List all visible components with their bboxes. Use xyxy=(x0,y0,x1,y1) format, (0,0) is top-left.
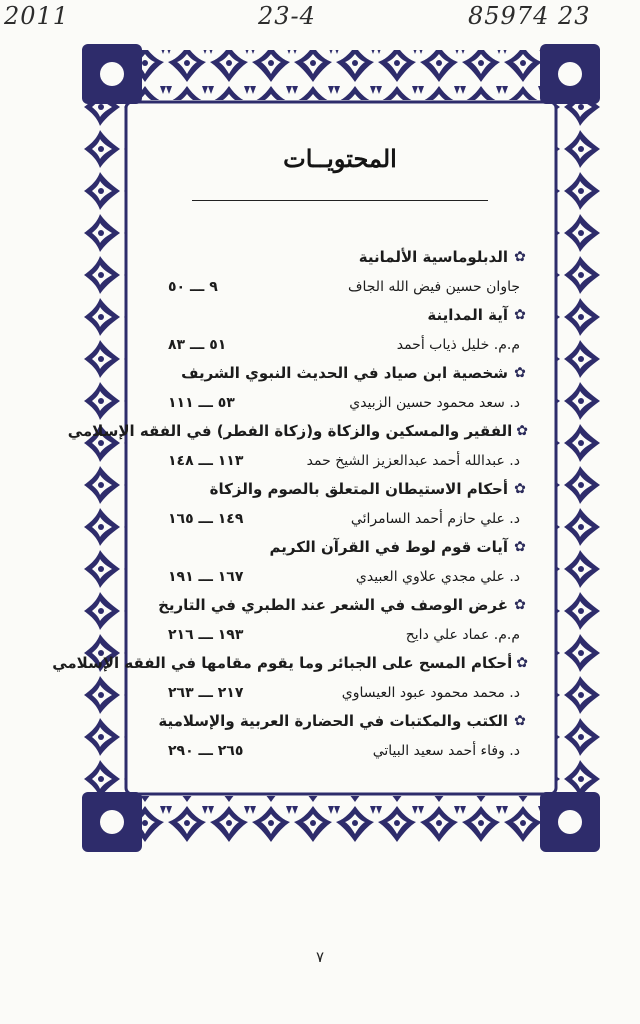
toc-author: م.م. عماد علي دايح xyxy=(405,627,520,643)
toc-topic: الدبلوماسية الألمانية xyxy=(358,248,508,266)
toc-entry[interactable] xyxy=(52,648,528,706)
toc-topic: شخصية ابن صياد في الحديث النبوي الشريف xyxy=(181,364,508,382)
flower-bullet-icon: ✿ xyxy=(514,713,526,729)
toc-entry[interactable] xyxy=(148,300,528,358)
toc-entry[interactable] xyxy=(148,474,528,532)
toc-author: د. سعد محمود حسين الزبيدي xyxy=(349,395,520,411)
toc-pages: ٢٦٥ ـــ ٢٩٠ xyxy=(168,743,244,759)
flower-bullet-icon: ✿ xyxy=(514,481,526,497)
toc-pages: ١٦٧ ـــ ١٩١ xyxy=(168,569,244,585)
toc-pages: ١٩٣ ـــ ٢١٦ xyxy=(168,627,244,643)
toc-entry[interactable] xyxy=(67,416,528,474)
toc-entry[interactable] xyxy=(148,358,528,416)
toc-pages: ٥١ ـــ ٨٣ xyxy=(168,337,227,353)
toc-topic: الفقير والمسكين والزكاة و(زكاة الفطر) في الفقه الإسلامي xyxy=(67,422,513,440)
toc-author: د. علي حازم أحمد السامرائي xyxy=(350,511,520,527)
contents-panel xyxy=(52,120,540,800)
flower-bullet-icon: ✿ xyxy=(516,655,528,671)
toc-entry[interactable] xyxy=(148,532,528,590)
toc-entry[interactable] xyxy=(148,706,528,764)
flower-bullet-icon: ✿ xyxy=(514,307,526,323)
toc-topic: أحكام المسح على الجبائر وما يقوم مقامها في الفقه الإسلامي xyxy=(52,654,513,672)
handwritten-catalog-number: 85974 23 xyxy=(468,2,591,30)
toc-author: د. وفاء أحمد سعيد البياتي xyxy=(372,743,520,759)
toc-author: جاوان حسين فيض الله الجاف xyxy=(347,279,520,295)
toc-entry[interactable] xyxy=(148,242,528,300)
toc-topic: آيات قوم لوط في القرآن الكريم xyxy=(269,538,508,556)
toc-topic: غرض الوصف في الشعر عند الطبري في التاريخ xyxy=(158,596,508,614)
page-number: ٧ xyxy=(315,948,325,966)
toc-author: د. علي مجدي علاوي العبيدي xyxy=(355,569,520,585)
toc-topic: آية المداينة xyxy=(427,306,508,324)
flower-bullet-icon: ✿ xyxy=(516,423,528,439)
toc-author: د. محمد محمود عبود العيساوي xyxy=(341,685,520,701)
toc-author: م.م. خليل ذياب أحمد xyxy=(396,337,520,353)
page-title: المحتويــات xyxy=(283,144,397,173)
handwritten-year: 2011 xyxy=(4,2,70,30)
toc-topic: أحكام الاستيطان المتعلق بالصوم والزكاة xyxy=(209,480,508,498)
toc-topic: الكتب والمكتبات في الحضارة العربية والإسلامية xyxy=(158,712,508,730)
flower-bullet-icon: ✿ xyxy=(514,539,526,555)
toc-pages: ٥٣ ـــ ١١١ xyxy=(168,395,235,411)
toc-list xyxy=(52,242,528,764)
toc-entry[interactable] xyxy=(148,590,528,648)
handwritten-date: 23-4 xyxy=(258,2,316,30)
toc-pages: ٢١٧ ـــ ٢٦٣ xyxy=(168,685,244,701)
toc-author: د. عبدالله أحمد عبدالعزيز الشيخ حمد xyxy=(306,453,520,469)
flower-bullet-icon: ✿ xyxy=(514,249,526,265)
flower-bullet-icon: ✿ xyxy=(514,597,526,613)
flower-bullet-icon: ✿ xyxy=(514,365,526,381)
toc-pages: ١٤٩ ـــ ١٦٥ xyxy=(168,511,244,527)
toc-pages: ٩ ـــ ٥٠ xyxy=(168,279,218,295)
title-divider xyxy=(192,200,488,201)
toc-pages: ١١٣ ـــ ١٤٨ xyxy=(168,453,244,469)
